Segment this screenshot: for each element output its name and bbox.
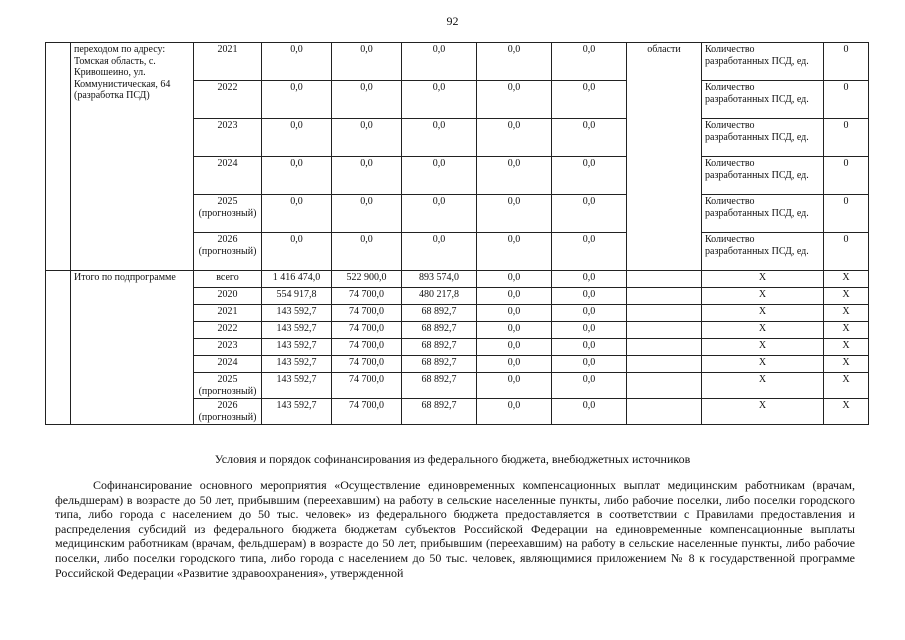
indicator-cell: Х bbox=[702, 373, 824, 399]
local-budget-cell: 0,0 bbox=[477, 43, 552, 81]
extrabudgetary-cell: 0,0 bbox=[552, 322, 627, 339]
regional-budget-cell: 0,0 bbox=[402, 43, 477, 81]
indicator-cell: Количество разработанных ПСД, ед. bbox=[702, 119, 824, 157]
federal-budget-cell: 0,0 bbox=[332, 195, 402, 233]
local-budget-cell: 0,0 bbox=[477, 339, 552, 356]
year-cell: 2023 bbox=[194, 119, 262, 157]
extrabudgetary-cell: 0,0 bbox=[552, 119, 627, 157]
table-section-total bbox=[46, 271, 869, 425]
local-budget-cell: 0,0 bbox=[477, 271, 552, 288]
regional-budget-cell: 0,0 bbox=[402, 233, 477, 271]
local-budget-cell: 0,0 bbox=[477, 233, 552, 271]
responsible-cell bbox=[627, 305, 702, 322]
responsible-cell: области bbox=[627, 43, 702, 271]
indicator-value-cell: Х bbox=[824, 271, 869, 288]
regional-budget-cell: 68 892,7 bbox=[402, 399, 477, 425]
total-label-cell: Итого по подпрограмме bbox=[71, 271, 194, 425]
regional-budget-cell: 68 892,7 bbox=[402, 373, 477, 399]
total-amount-cell: 0,0 bbox=[262, 157, 332, 195]
total-amount-cell: 0,0 bbox=[262, 43, 332, 81]
indicator-cell: Количество разработанных ПСД, ед. bbox=[702, 195, 824, 233]
indicator-cell: Х bbox=[702, 356, 824, 373]
section-title: Условия и порядок софинансирования из федерального бюджета, внебюджетных источников bbox=[214, 452, 691, 466]
row-number-cell bbox=[46, 271, 71, 425]
indicator-cell: Количество разработанных ПСД, ед. bbox=[702, 233, 824, 271]
indicator-cell: Х bbox=[702, 305, 824, 322]
federal-budget-cell: 74 700,0 bbox=[332, 288, 402, 305]
indicator-cell: Х bbox=[702, 271, 824, 288]
responsible-cell bbox=[627, 356, 702, 373]
year-cell: 2022 bbox=[194, 322, 262, 339]
local-budget-cell: 0,0 bbox=[477, 288, 552, 305]
indicator-value-cell: Х bbox=[824, 288, 869, 305]
responsible-cell bbox=[627, 339, 702, 356]
federal-budget-cell: 0,0 bbox=[332, 43, 402, 81]
extrabudgetary-cell: 0,0 bbox=[552, 271, 627, 288]
extrabudgetary-cell: 0,0 bbox=[552, 157, 627, 195]
regional-budget-cell: 0,0 bbox=[402, 119, 477, 157]
local-budget-cell: 0,0 bbox=[477, 81, 552, 119]
federal-budget-cell: 522 900,0 bbox=[332, 271, 402, 288]
local-budget-cell: 0,0 bbox=[477, 119, 552, 157]
responsible-cell bbox=[627, 271, 702, 288]
event-name-cell: переходом по адресу: Томская область, с. Кривошеино, ул. Коммунистическая, 64 (разработка ПСД) bbox=[71, 43, 194, 271]
total-amount-cell: 143 592,7 bbox=[262, 305, 332, 322]
indicator-value-cell: Х bbox=[824, 322, 869, 339]
body-paragraph: Софинансирование основного мероприятия «Осуществление единовременных компенсационных выплат медицинским работникам (врачам, фельдшерам) в возрасте до 50 лет, прибывшим (переехавшим) на работу в сельские населенные пункты, либо рабочие поселки, либо поселки городского типа, либо города с населением до 50 тыс. человек» из федерального бюджета предоставляется в соответствии с Правилами предоставления и распределения субсидий из федерального бюджета бюджетам субъектов Российской Федерации на единовременные компенсационные выплаты медицинским работникам (врачам, фельдшерам) в возрасте до 50 лет, прибывшим (переехавшим) на работу в сельские населенные пункты, либо рабочие поселки, либо поселки городского типа, либо города с населением до 50 тыс. человек, являющимися приложением № 8 к государственной программе Российской Федерации «Развитие здравоохранения», утвержденной bbox=[55, 478, 855, 580]
regional-budget-cell: 68 892,7 bbox=[402, 339, 477, 356]
table-row bbox=[46, 271, 869, 288]
page-number: 92 bbox=[446, 14, 459, 28]
total-amount-cell: 0,0 bbox=[262, 119, 332, 157]
row-number-cell bbox=[46, 43, 71, 271]
regional-budget-cell: 0,0 bbox=[402, 195, 477, 233]
extrabudgetary-cell: 0,0 bbox=[552, 43, 627, 81]
responsible-cell bbox=[627, 322, 702, 339]
local-budget-cell: 0,0 bbox=[477, 356, 552, 373]
federal-budget-cell: 74 700,0 bbox=[332, 373, 402, 399]
regional-budget-cell: 68 892,7 bbox=[402, 356, 477, 373]
total-amount-cell: 0,0 bbox=[262, 81, 332, 119]
total-amount-cell: 0,0 bbox=[262, 195, 332, 233]
year-cell: 2021 bbox=[194, 43, 262, 81]
table-section-event bbox=[46, 43, 869, 271]
year-cell: всего bbox=[194, 271, 262, 288]
indicator-value-cell: 0 bbox=[824, 157, 869, 195]
extrabudgetary-cell: 0,0 bbox=[552, 339, 627, 356]
regional-budget-cell: 480 217,8 bbox=[402, 288, 477, 305]
year-cell: 2024 bbox=[194, 356, 262, 373]
local-budget-cell: 0,0 bbox=[477, 305, 552, 322]
indicator-cell: Х bbox=[702, 322, 824, 339]
extrabudgetary-cell: 0,0 bbox=[552, 373, 627, 399]
extrabudgetary-cell: 0,0 bbox=[552, 81, 627, 119]
extrabudgetary-cell: 0,0 bbox=[552, 195, 627, 233]
federal-budget-cell: 0,0 bbox=[332, 157, 402, 195]
extrabudgetary-cell: 0,0 bbox=[552, 356, 627, 373]
total-amount-cell: 143 592,7 bbox=[262, 356, 332, 373]
indicator-value-cell: Х bbox=[824, 339, 869, 356]
indicator-cell: Количество разработанных ПСД, ед. bbox=[702, 81, 824, 119]
total-amount-cell: 0,0 bbox=[262, 233, 332, 271]
local-budget-cell: 0,0 bbox=[477, 322, 552, 339]
year-cell: 2023 bbox=[194, 339, 262, 356]
responsible-cell bbox=[627, 288, 702, 305]
regional-budget-cell: 68 892,7 bbox=[402, 322, 477, 339]
federal-budget-cell: 74 700,0 bbox=[332, 305, 402, 322]
budget-table bbox=[45, 42, 869, 425]
extrabudgetary-cell: 0,0 bbox=[552, 305, 627, 322]
regional-budget-cell: 0,0 bbox=[402, 81, 477, 119]
indicator-value-cell: Х bbox=[824, 399, 869, 425]
total-amount-cell: 143 592,7 bbox=[262, 373, 332, 399]
extrabudgetary-cell: 0,0 bbox=[552, 233, 627, 271]
indicator-value-cell: 0 bbox=[824, 81, 869, 119]
total-amount-cell: 554 917,8 bbox=[262, 288, 332, 305]
indicator-value-cell: Х bbox=[824, 373, 869, 399]
indicator-cell: Х bbox=[702, 339, 824, 356]
indicator-value-cell: 0 bbox=[824, 195, 869, 233]
indicator-value-cell: 0 bbox=[824, 233, 869, 271]
total-amount-cell: 143 592,7 bbox=[262, 339, 332, 356]
responsible-cell bbox=[627, 373, 702, 399]
extrabudgetary-cell: 0,0 bbox=[552, 288, 627, 305]
year-cell: 2021 bbox=[194, 305, 262, 322]
year-cell: 2026 (прогнозный) bbox=[194, 233, 262, 271]
local-budget-cell: 0,0 bbox=[477, 399, 552, 425]
year-cell: 2026 (прогнозный) bbox=[194, 399, 262, 425]
federal-budget-cell: 74 700,0 bbox=[332, 322, 402, 339]
regional-budget-cell: 68 892,7 bbox=[402, 305, 477, 322]
local-budget-cell: 0,0 bbox=[477, 195, 552, 233]
year-cell: 2024 bbox=[194, 157, 262, 195]
year-cell: 2020 bbox=[194, 288, 262, 305]
indicator-cell: Х bbox=[702, 288, 824, 305]
federal-budget-cell: 0,0 bbox=[332, 119, 402, 157]
indicator-cell: Количество разработанных ПСД, ед. bbox=[702, 43, 824, 81]
total-amount-cell: 143 592,7 bbox=[262, 322, 332, 339]
indicator-cell: Количество разработанных ПСД, ед. bbox=[702, 157, 824, 195]
total-amount-cell: 1 416 474,0 bbox=[262, 271, 332, 288]
year-cell: 2025 (прогнозный) bbox=[194, 373, 262, 399]
indicator-value-cell: 0 bbox=[824, 43, 869, 81]
extrabudgetary-cell: 0,0 bbox=[552, 399, 627, 425]
table-row bbox=[46, 43, 869, 81]
regional-budget-cell: 893 574,0 bbox=[402, 271, 477, 288]
federal-budget-cell: 74 700,0 bbox=[332, 356, 402, 373]
indicator-cell: Х bbox=[702, 399, 824, 425]
local-budget-cell: 0,0 bbox=[477, 157, 552, 195]
indicator-value-cell: Х bbox=[824, 356, 869, 373]
federal-budget-cell: 74 700,0 bbox=[332, 339, 402, 356]
federal-budget-cell: 74 700,0 bbox=[332, 399, 402, 425]
year-cell: 2025 (прогнозный) bbox=[194, 195, 262, 233]
year-cell: 2022 bbox=[194, 81, 262, 119]
regional-budget-cell: 0,0 bbox=[402, 157, 477, 195]
indicator-value-cell: 0 bbox=[824, 119, 869, 157]
total-amount-cell: 143 592,7 bbox=[262, 399, 332, 425]
responsible-cell bbox=[627, 399, 702, 425]
local-budget-cell: 0,0 bbox=[477, 373, 552, 399]
federal-budget-cell: 0,0 bbox=[332, 233, 402, 271]
indicator-value-cell: Х bbox=[824, 305, 869, 322]
federal-budget-cell: 0,0 bbox=[332, 81, 402, 119]
